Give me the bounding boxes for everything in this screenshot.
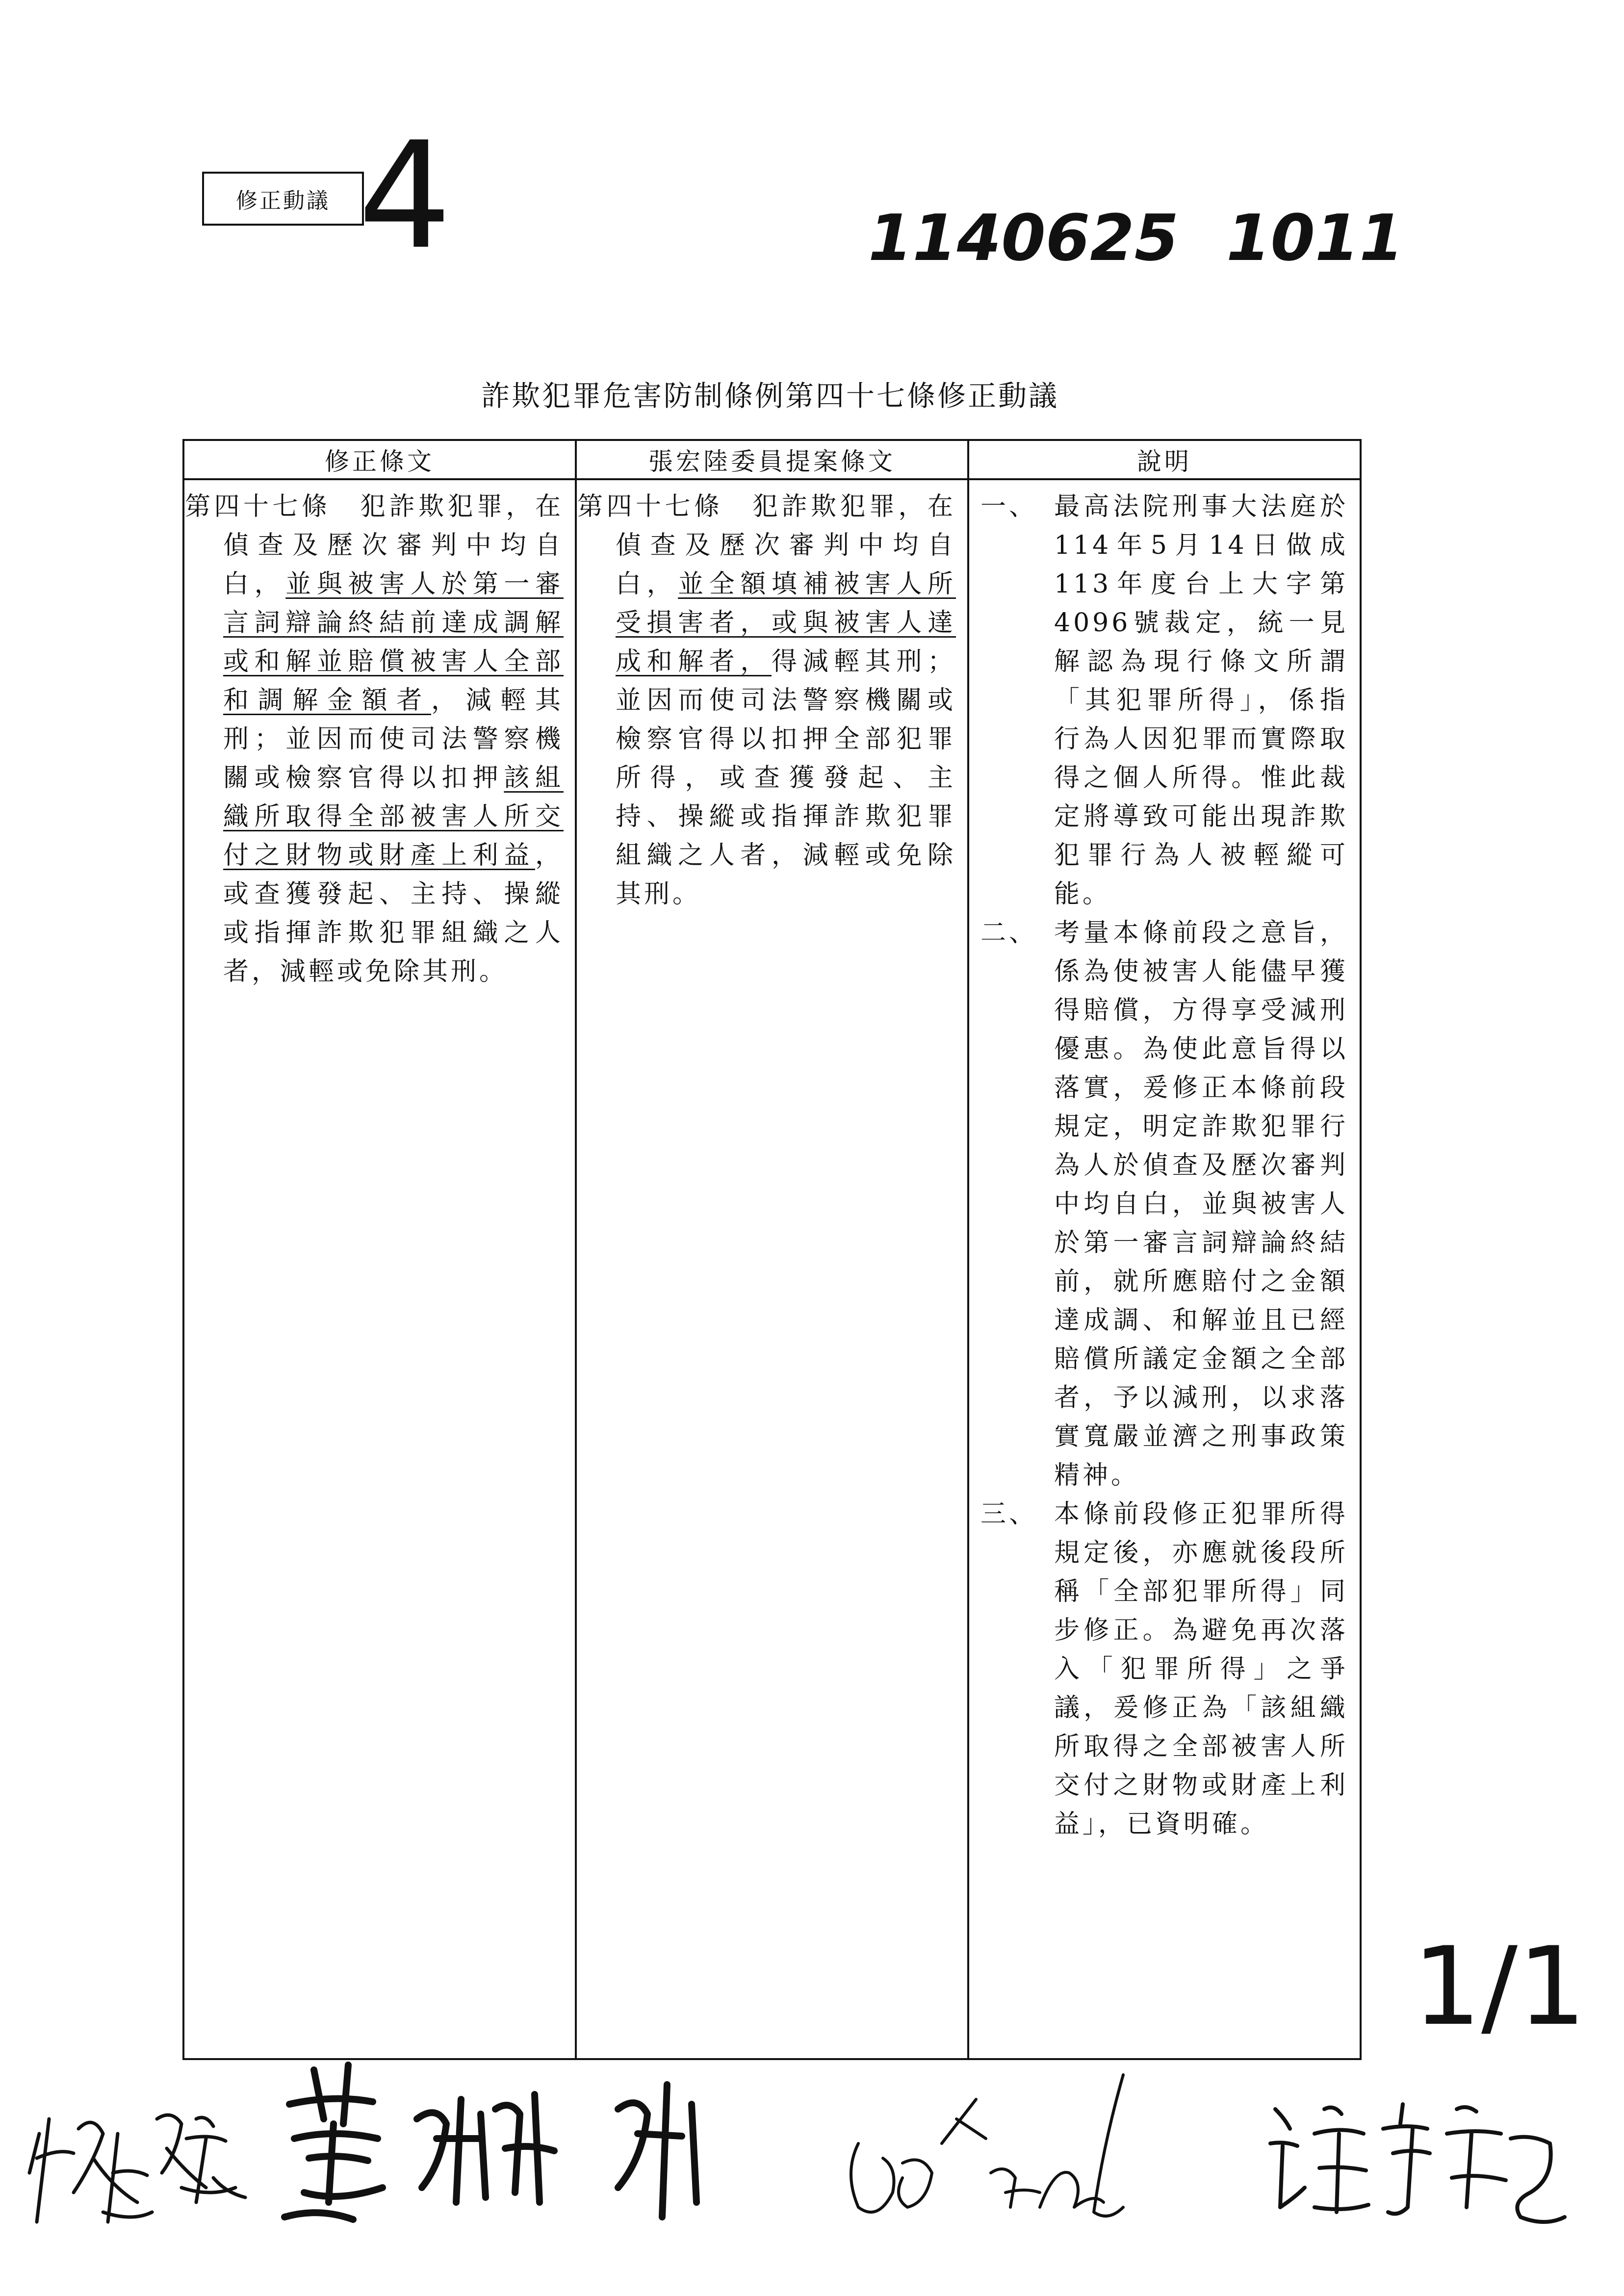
signature-2 [275,2040,736,2237]
explanation-marker: 一、 [980,492,1038,521]
amended-text-cell [183,479,576,2059]
amendment-table [182,439,1362,2060]
header-proposal: 張宏陸委員提案條文 [576,440,968,479]
document-title: 詐欺犯罪危害防制條例第四十七條修正動議 [481,379,1059,413]
explanation-marker: 二、 [980,918,1038,948]
motion-label-box [202,172,364,226]
proposal-text [577,481,967,914]
header-explanation: 說明 [968,440,1361,479]
table-body-row [183,479,1361,2059]
explanation-text: 最高法院刑事大法庭於114年5月14日做成113年度台上大字第4096號裁定，統一見解認為現行條文所謂「其犯罪所得」，係指行為人因犯罪而實際取得之個人所得。惟此裁定將導致可能出現詐欺犯罪行為人被輕縱可能。 [1054,492,1348,909]
explanation-item [980,914,1348,1495]
explanation-text: 本條前段修正犯罪所得規定後，亦應就後段所稱「全部犯罪所得」同步修正。為避免再次落入「犯罪所得」之爭議，爰修正為「該組織所取得之全部被害人所交付之財物或財產上利益」，已資明確。 [1054,1499,1348,1839]
explanation-item [980,1495,1348,1844]
explanation-item [980,488,1348,914]
header-amended: 修正條文 [183,440,576,479]
explanation-text: 考量本條前段之意旨，係為使被害人能儘早獲得賠償，方得享受減刑優惠。為使此意旨得以落實，爰修正本條前段規定，明定詐欺犯罪行為人於偵查及歷次審判中均自白，並與被害人於第一審言詞辯論終結前，就所應賠付之金額達成調、和解並且已經賠償所議定金額之全部者，予以減刑，以求落實寬嚴並濟之刑事政策精神。 [1054,918,1348,1490]
amended-text-underlined: 該組織所取得全部被害人所交付之財物或財產上利益 [223,763,564,870]
explanation-list [970,481,1359,1844]
proposal-text-cell [576,479,968,2059]
motion-number: 4 [358,110,452,282]
amended-text [185,481,574,991]
proposal-text-part: 得減輕其刑；並因而使司法警察機關或檢察官得以扣押全部犯罪所得，或查獲發起、主持、操縱或指揮詐欺犯罪組織之人者，減輕或免除其刑。 [616,647,956,909]
proposal-text-part: 第四十七條 犯詐欺犯罪，在偵查及歷次審判中均自白， [577,492,956,599]
signature-3 [829,2045,1221,2251]
amended-text-part: ，或查獲發起、主持、操縱或指揮詐欺犯罪組織之人者，減輕或免除其刑。 [223,841,564,986]
amended-text-part: ，減輕其刑；並因而使司法警察機關或檢察官得以扣押 [223,686,564,793]
explanation-cell [968,479,1361,2059]
date-stamp: 1140625 [868,201,1179,275]
motion-label: 修正動議 [236,188,330,213]
table-header-row [183,440,1361,479]
signature-4 [1256,2080,1574,2237]
signature-1 [20,2075,275,2251]
amended-text-underlined: 並與被害人於第一審言詞辯論終結前達成調解或和解並賠償被害人全部和調解金額者 [223,569,564,715]
explanation-marker: 三、 [980,1499,1038,1529]
proposal-text-underlined: 並全額填補被害人所受損害者，或與被害人達成和解者， [616,569,956,676]
time-stamp: 1011 [1226,201,1404,275]
amended-text-part: 第四十七條 犯詐欺犯罪，在偵查及歷次審判中均自白， [185,492,564,599]
page-marker: 1/1 [1413,1924,1587,2049]
